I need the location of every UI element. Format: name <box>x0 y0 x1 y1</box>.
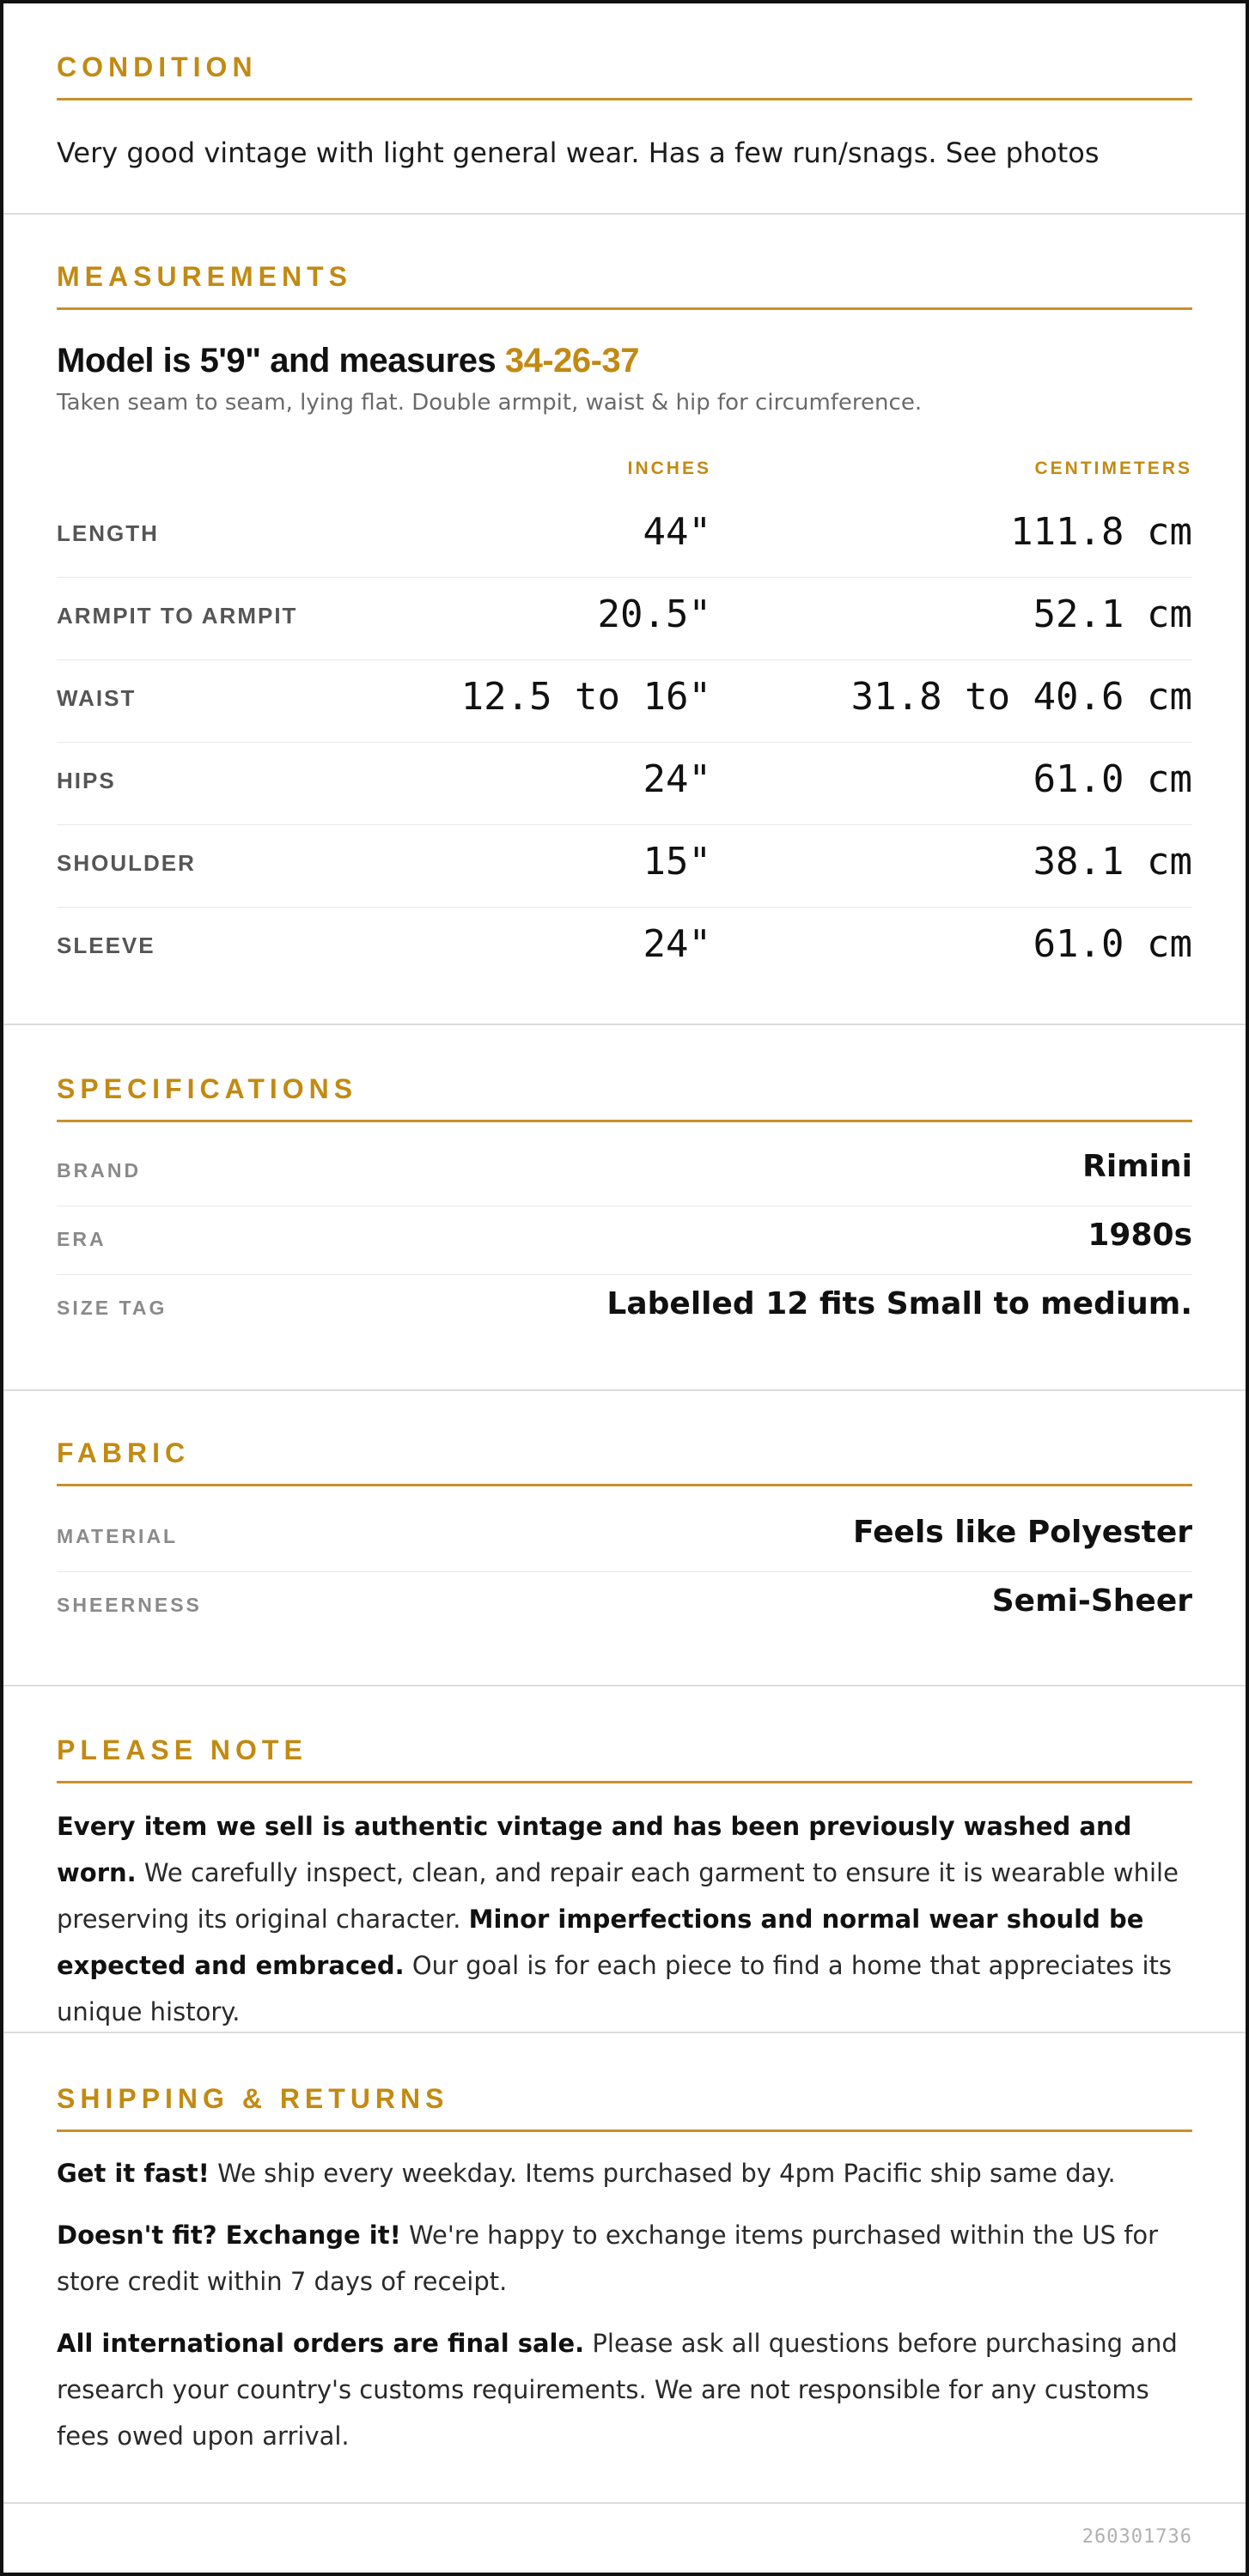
shipping-returns-section <box>3 2032 1246 2504</box>
shipping-paragraph-exchange <box>57 2212 1192 2305</box>
measurement-label: SHOULDER <box>57 850 196 876</box>
fabric-row-material <box>57 1503 1192 1572</box>
measurement-label: WAIST <box>57 685 137 711</box>
measurement-row-length <box>57 495 1192 578</box>
condition-rule <box>57 98 1192 100</box>
fabric-value: Feels like Polyester <box>852 1515 1192 1550</box>
fabric-value: Semi-Sheer <box>991 1583 1192 1619</box>
fabric-key: SHEERNESS <box>57 1594 202 1616</box>
measurement-row-sleeve <box>57 907 1192 989</box>
measurement-row-waist <box>57 659 1192 743</box>
specifications-rule <box>57 1120 1192 1122</box>
spec-row-era <box>57 1206 1192 1275</box>
please-note-title: PLEASE NOTE <box>57 1735 308 1765</box>
shipping-exchange-bold: Doesn't fit? Exchange it! <box>57 2221 401 2250</box>
shipping-paragraph-fast <box>57 2150 1192 2196</box>
item-id: 260301736 <box>1081 2526 1192 2548</box>
fabric-title: FABRIC <box>57 1437 191 1468</box>
measurement-row-armpit-to-armpit <box>57 577 1192 660</box>
measurement-label: HIPS <box>57 768 116 793</box>
measurement-inches: 20.5" <box>597 592 711 636</box>
spec-value: Rimini <box>1082 1149 1192 1184</box>
shipping-fast-text: We ship every weekday. Items purchased by 4pm Pacific ship same day. <box>209 2159 1116 2188</box>
measurement-centimeters: 38.1 cm <box>1033 840 1192 884</box>
fabric-rule <box>57 1484 1192 1486</box>
spec-row-brand <box>57 1137 1192 1206</box>
column-header-centimeters: CENTIMETERS <box>1034 459 1192 478</box>
model-measures-heading <box>57 340 639 381</box>
please-note-section <box>3 1685 1246 2033</box>
spec-row-size-tag <box>57 1274 1192 1343</box>
measurement-row-hips <box>57 742 1192 825</box>
measurement-inches: 24" <box>643 922 711 966</box>
measurement-centimeters: 61.0 cm <box>1033 922 1192 966</box>
measurement-centimeters: 52.1 cm <box>1033 592 1192 636</box>
measurements-section <box>3 213 1246 1025</box>
shipping-international-text: Please ask all questions before purchasing and research your country's customs requirements. We are not responsible for any customs fees owed upon arrival. <box>57 2329 1178 2451</box>
spec-value: Labelled 12 fits Small to medium. <box>606 1286 1192 1321</box>
footer <box>3 2502 1246 2574</box>
please-note-bold-1: Every item we sell is authentic vintage and has been previously washed and worn. <box>57 1812 1132 1887</box>
fabric-section <box>3 1389 1246 1686</box>
specifications-title: SPECIFICATIONS <box>57 1073 358 1104</box>
measurement-centimeters: 31.8 to 40.6 cm <box>850 675 1192 719</box>
specifications-section <box>3 1024 1246 1391</box>
measurement-row-shoulder <box>57 824 1192 908</box>
shipping-paragraph-international <box>57 2320 1192 2459</box>
condition-title: CONDITION <box>57 52 258 82</box>
spec-key: BRAND <box>57 1159 142 1182</box>
column-header-inches: INCHES <box>627 459 711 478</box>
spec-value: 1980s <box>1088 1218 1192 1253</box>
measurement-method-note: Taken seam to seam, lying flat. Double armpit, waist & hip for circumference. <box>57 390 923 416</box>
please-note-bold-2: Minor imperfections and normal wear should be expected and embraced. <box>57 1905 1144 1980</box>
shipping-fast-bold: Get it fast! <box>57 2159 210 2188</box>
please-note-text-1: We carefully inspect, clean, and repair each garment to ensure it is wearable while preserving its original character. <box>57 1858 1179 1934</box>
measurement-centimeters: 111.8 cm <box>1010 510 1192 554</box>
measurement-label: LENGTH <box>57 520 159 546</box>
condition-section <box>3 3 1246 213</box>
measurement-centimeters: 61.0 cm <box>1033 757 1192 801</box>
measurement-inches: 12.5 to 16" <box>460 675 711 719</box>
shipping-returns-title: SHIPPING & RETURNS <box>57 2083 449 2114</box>
measurement-label: ARMPIT TO ARMPIT <box>57 603 298 629</box>
condition-text: Very good vintage with light general wear. Has a few run/snags. See photos <box>57 137 1100 169</box>
spec-key: ERA <box>57 1228 107 1250</box>
measurements-title: MEASUREMENTS <box>57 261 353 292</box>
please-note-text-2: Our goal is for each piece to find a home that appreciates its unique history. <box>57 1951 1173 2026</box>
shipping-returns-rule <box>57 2129 1192 2132</box>
model-measures-prefix: Model is 5'9" and measures <box>57 342 505 380</box>
measurement-inches: 24" <box>643 757 711 801</box>
fabric-key: MATERIAL <box>57 1525 179 1547</box>
fabric-row-sheerness <box>57 1571 1192 1640</box>
measurement-inches: 15" <box>643 840 711 884</box>
shipping-exchange-text: We're happy to exchange items purchased within the US for store credit within 7 days of receipt. <box>57 2221 1159 2296</box>
please-note-text <box>57 1803 1192 2035</box>
measurements-rule <box>57 307 1192 310</box>
measurement-label: SLEEVE <box>57 933 155 958</box>
shipping-international-bold: All international orders are final sale. <box>57 2329 585 2358</box>
model-measures-figure: 34-26-37 <box>504 342 639 380</box>
spec-key: SIZE TAG <box>57 1297 168 1319</box>
please-note-rule <box>57 1781 1192 1783</box>
measurement-inches: 44" <box>643 510 711 554</box>
